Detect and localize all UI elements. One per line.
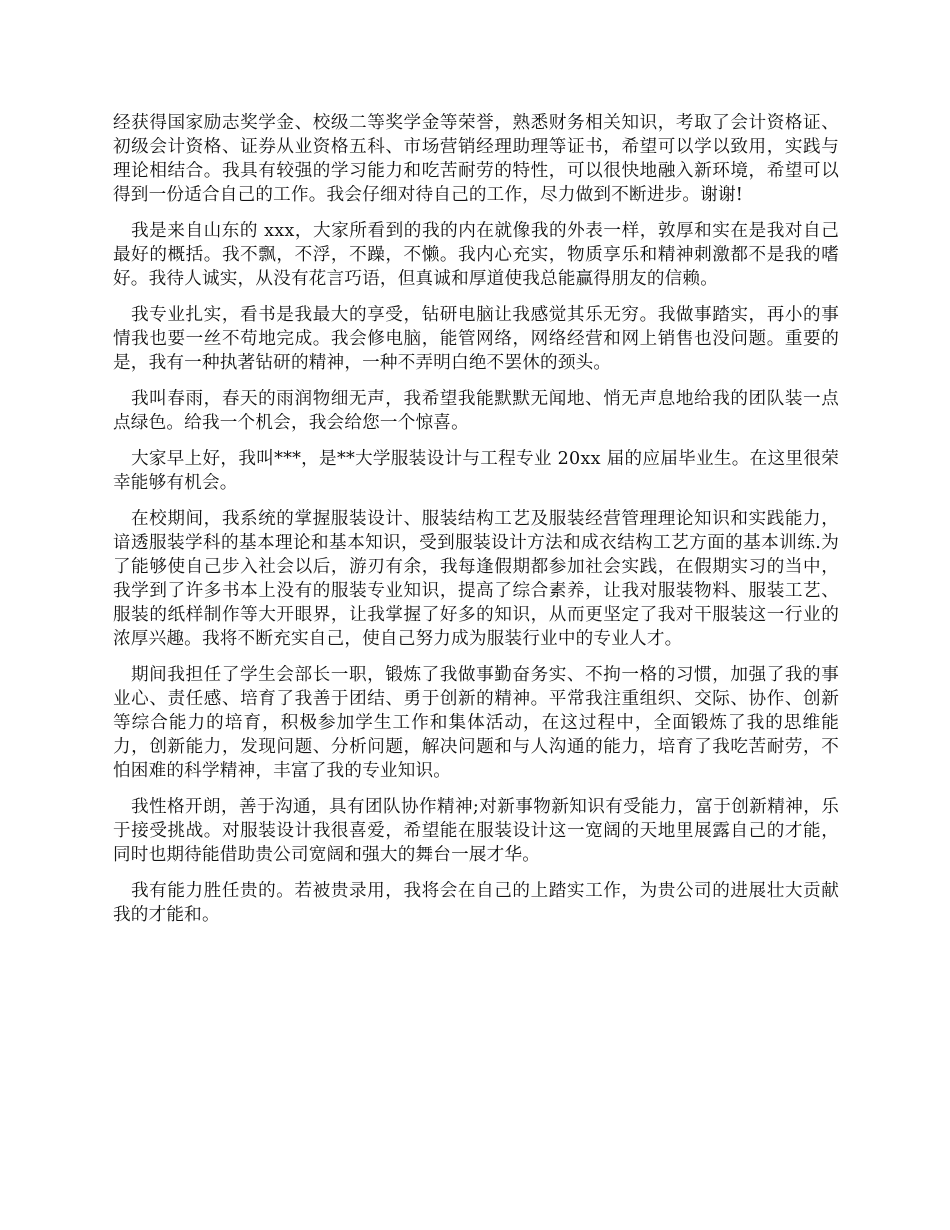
document-body — [113, 111, 839, 939]
paragraph-9: 我有能力胜任贵的。若被贵录用，我将会在自己的上踏实工作，为贵公司的进展壮大贡献我的才能和。 — [113, 881, 839, 925]
paragraph-5: 大家早上好，我叫***，是**大学服装设计与工程专业 20xx 届的应届毕业生。在这里很荣幸能够有机会。 — [113, 449, 839, 493]
paragraph-7: 期间我担任了学生会部长一职，锻炼了我做事勤奋务实、不拘一格的习惯，加强了我的事业心、责任感、培育了我善于团结、勇于创新的精神。平常我注重组织、交际、协作、创新等综合能力的培育，积极参加学生工作和集体活动，在这过程中，全面锻炼了我的思维能力，创新能力，发现问题、分析问题，解决问题和与人沟通的能力，培育了我吃苦耐劳，不怕困难的科学精神，丰富了我的专业知识。 — [113, 665, 839, 781]
paragraph-2: 我是来自山东的 xxx，大家所看到的我的内在就像我的外表一样，敦厚和实在是我对自己最好的概括。我不飘，不浮，不躁，不懒。我内心充实，物质享乐和精神刺激都不是我的嗜好。我待人诚实，从没有花言巧语，但真诚和厚道使我总能赢得朋友的信赖。 — [113, 221, 839, 289]
paragraph-6: 在校期间，我系统的掌握服装设计、服装结构工艺及服装经营管理理论知识和实践能力，谙透服装学科的基本理论和基本知识，受到服装设计方法和成衣结构工艺方面的基本训练.为了能够使自己步入社会以后，游刃有余，我每逢假期都参加社会实践，在假期实习的当中，我学到了许多书本上没有的服装专业知识，提高了综合素养，让我对服装物料、服装工艺、服装的纸样制作等大开眼界，让我掌握了好多的知识，从而更坚定了我对干服装这一行业的浓厚兴趣。我将不断充实自己，使自己努力成为服装行业中的专业人才。 — [113, 509, 839, 649]
paragraph-1: 经获得国家励志奖学金、校级二等奖学金等荣誉，熟悉财务相关知识，考取了会计资格证、初级会计资格、证券从业资格五科、市场营销经理助理等证书，希望可以学以致用，实践与理论相结合。我具有较强的学习能力和吃苦耐劳的特性，可以很快地融入新环境，希望可以得到一份适合自己的工作。我会仔细对待自己的工作，尽力做到不断进步。谢谢! — [113, 113, 839, 205]
paragraph-4: 我叫春雨，春天的雨润物细无声，我希望我能默默无闻地、悄无声息地给我的团队装一点点绿色。给我一个机会，我会给您一个惊喜。 — [113, 389, 839, 433]
paragraph-8: 我性格开朗，善于沟通，具有团队协作精神;对新事物新知识有受能力，富于创新精神，乐于接受挑战。对服装设计我很喜爱，希望能在服装设计这一宽阔的天地里展露自己的才能，同时也期待能借助贵公司宽阔和强大的舞台一展才华。 — [113, 797, 839, 865]
paragraph-3: 我专业扎实，看书是我最大的享受，钻研电脑让我感觉其乐无穷。我做事踏实，再小的事情我也要一丝不苟地完成。我会修电脑，能管网络，网络经营和网上销售也没问题。重要的是，我有一种执著钻研的精神，一种不弄明白绝不罢休的颈头。 — [113, 305, 839, 373]
